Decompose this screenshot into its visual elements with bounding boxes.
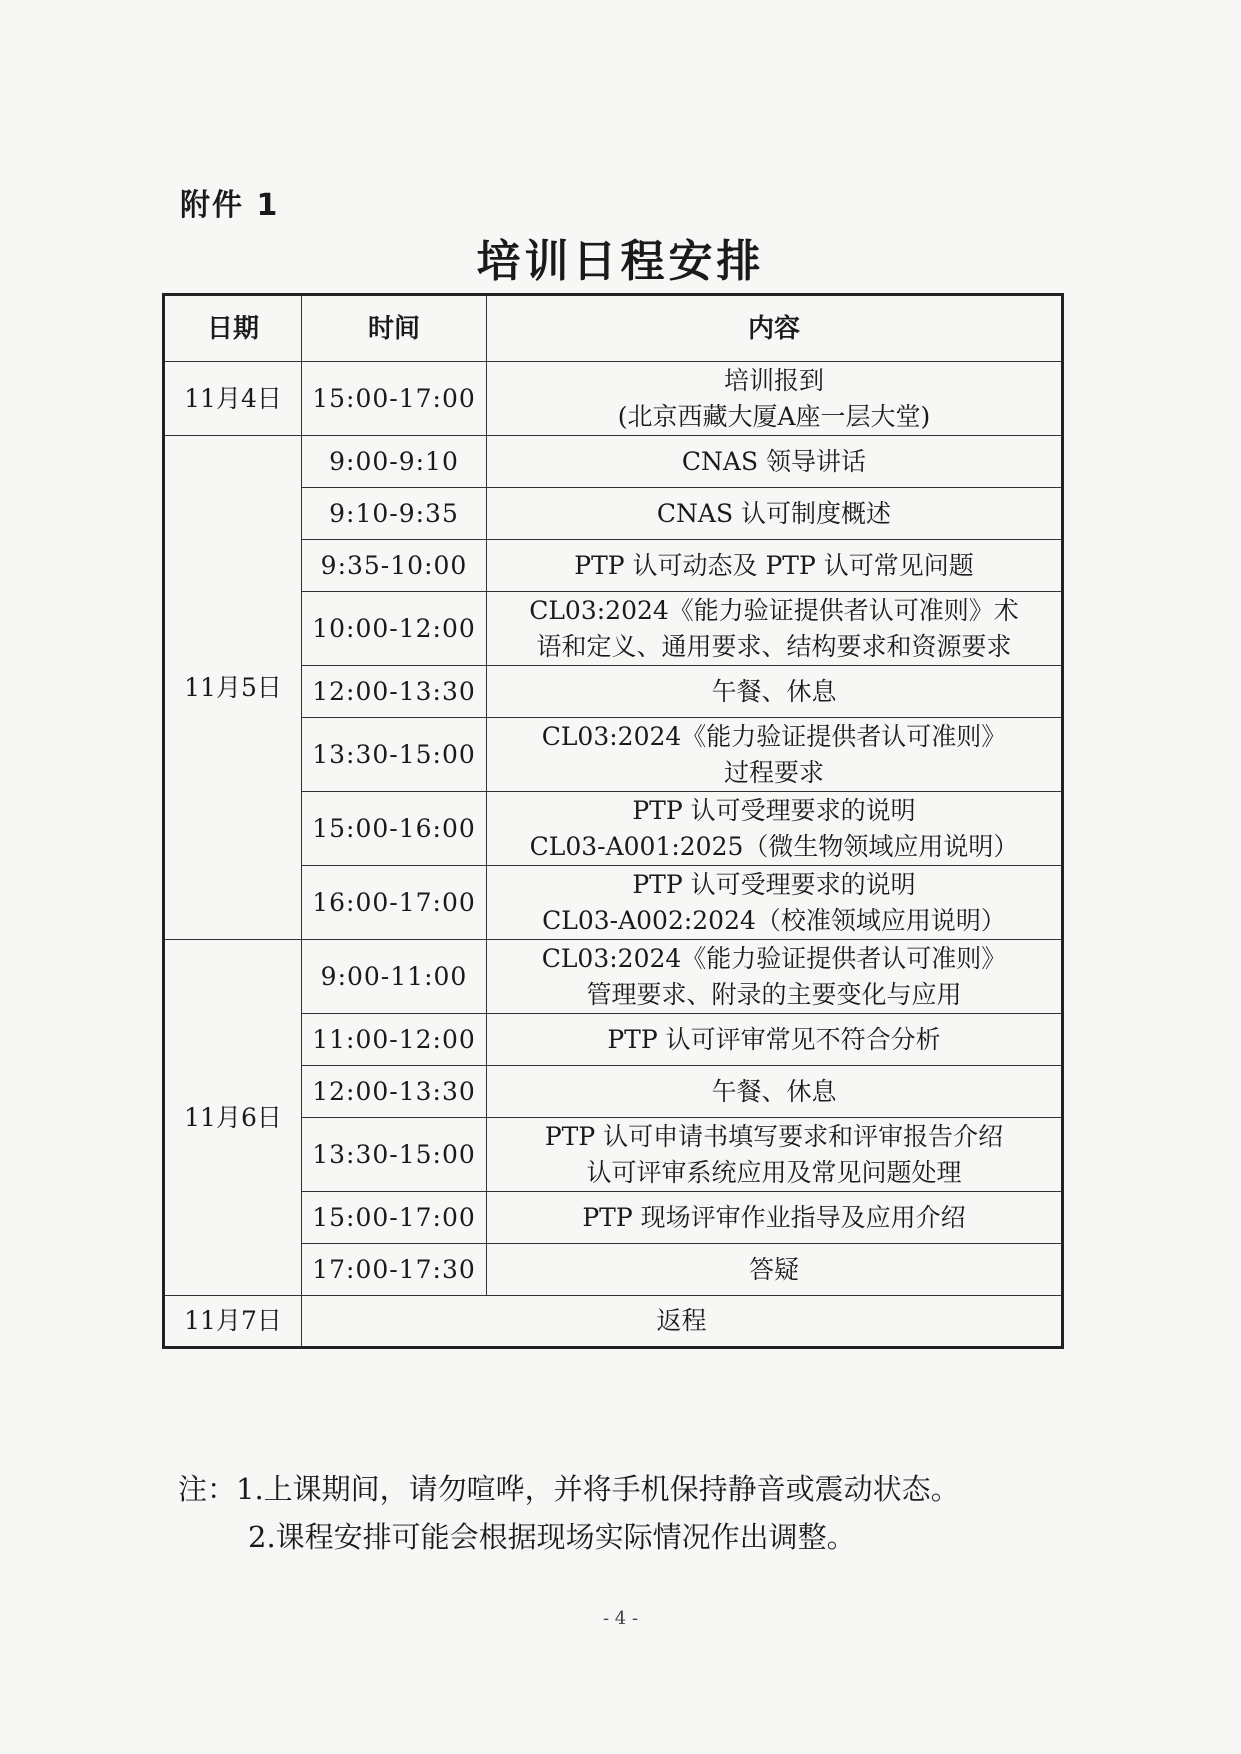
content-cell — [487, 436, 1063, 488]
content-line: PTP 认可申请书填写要求和评审报告介绍 — [544, 1121, 1004, 1151]
time-cell: 9:35-10:00 — [302, 540, 487, 592]
column-header: 日期 — [164, 295, 302, 362]
notes — [178, 1465, 960, 1561]
content-line: (北京西藏大厦A座一层大堂) — [617, 401, 931, 431]
date-cell: 11月5日 — [164, 436, 302, 940]
content-cell — [487, 1014, 1063, 1066]
content-line: PTP 认可受理要求的说明 — [632, 869, 916, 899]
content-line: 返程 — [656, 1306, 707, 1335]
table-row — [164, 362, 1063, 436]
time-cell: 9:00-9:10 — [302, 436, 487, 488]
schedule-table — [162, 293, 1064, 1349]
page-title: 培训日程安排 — [476, 236, 765, 287]
content-line: CL03-A002:2024（校准领域应用说明） — [542, 905, 1006, 935]
content-line: CNAS 认可制度概述 — [656, 498, 892, 528]
content-cell — [487, 488, 1063, 540]
content-line: PTP 认可评审常见不符合分析 — [607, 1024, 941, 1054]
column-header: 内容 — [487, 295, 1063, 362]
note-line: 注：1.上课期间，请勿喧哗，并将手机保持静音或震动状态。 — [178, 1472, 960, 1506]
table-row — [164, 436, 1063, 488]
time-cell: 15:00-17:00 — [302, 1192, 487, 1244]
time-cell: 17:00-17:30 — [302, 1244, 487, 1296]
date-cell: 11月7日 — [164, 1296, 302, 1348]
time-cell: 16:00-17:00 — [302, 866, 487, 940]
content-cell — [487, 666, 1063, 718]
note-line: 2.课程安排可能会根据现场实际情况作出调整。 — [248, 1520, 856, 1554]
content-cell — [487, 592, 1063, 666]
content-cell — [487, 1244, 1063, 1296]
table-row — [164, 940, 1063, 1014]
content-cell — [487, 1192, 1063, 1244]
time-cell: 10:00-12:00 — [302, 592, 487, 666]
time-cell: 12:00-13:30 — [302, 1066, 487, 1118]
content-cell — [487, 362, 1063, 436]
time-cell: 11:00-12:00 — [302, 1014, 487, 1066]
time-cell: 9:00-11:00 — [302, 940, 487, 1014]
content-line: 午餐、休息 — [711, 676, 837, 706]
content-line: 管理要求、附录的主要变化与应用 — [586, 979, 962, 1009]
table-header-row — [164, 295, 1063, 362]
content-line: 语和定义、通用要求、结构要求和资源要求 — [536, 631, 1012, 661]
column-header: 时间 — [302, 295, 487, 362]
time-cell: 9:10-9:35 — [302, 488, 487, 540]
content-cell — [487, 940, 1063, 1014]
date-cell: 11月4日 — [164, 362, 302, 436]
content-line: CL03:2024《能力验证提供者认可准则》术 — [529, 595, 1019, 625]
content-line: 午餐、休息 — [711, 1076, 837, 1106]
content-cell — [487, 718, 1063, 792]
content-cell — [487, 540, 1063, 592]
time-cell: 15:00-17:00 — [302, 362, 487, 436]
time-cell: 15:00-16:00 — [302, 792, 487, 866]
schedule-body — [164, 362, 1063, 1348]
table-row — [164, 1296, 1063, 1348]
time-cell: 13:30-15:00 — [302, 718, 487, 792]
content-cell — [302, 1296, 1063, 1348]
content-line: CL03:2024《能力验证提供者认可准则》 — [541, 943, 1007, 973]
content-line: 答疑 — [748, 1254, 799, 1284]
content-line: CL03-A001:2025（微生物领域应用说明） — [529, 831, 1019, 861]
content-line: CNAS 领导讲话 — [681, 446, 867, 476]
content-line: 认可评审系统应用及常见问题处理 — [586, 1157, 962, 1187]
time-cell: 13:30-15:00 — [302, 1118, 487, 1192]
content-line: PTP 现场评审作业指导及应用介绍 — [582, 1202, 966, 1232]
content-line: CL03:2024《能力验证提供者认可准则》 — [541, 721, 1007, 751]
content-line: 过程要求 — [723, 757, 824, 787]
attachment-label: 附件 1 — [180, 188, 280, 223]
content-cell — [487, 1118, 1063, 1192]
content-line: PTP 认可动态及 PTP 认可常见问题 — [574, 550, 974, 580]
content-cell — [487, 792, 1063, 866]
content-line: 培训报到 — [723, 365, 824, 395]
content-cell — [487, 1066, 1063, 1118]
date-cell: 11月6日 — [164, 940, 302, 1296]
content-cell — [487, 866, 1063, 940]
content-line: PTP 认可受理要求的说明 — [632, 795, 916, 825]
time-cell: 12:00-13:30 — [302, 666, 487, 718]
page-number: - 4 - — [602, 1608, 639, 1629]
